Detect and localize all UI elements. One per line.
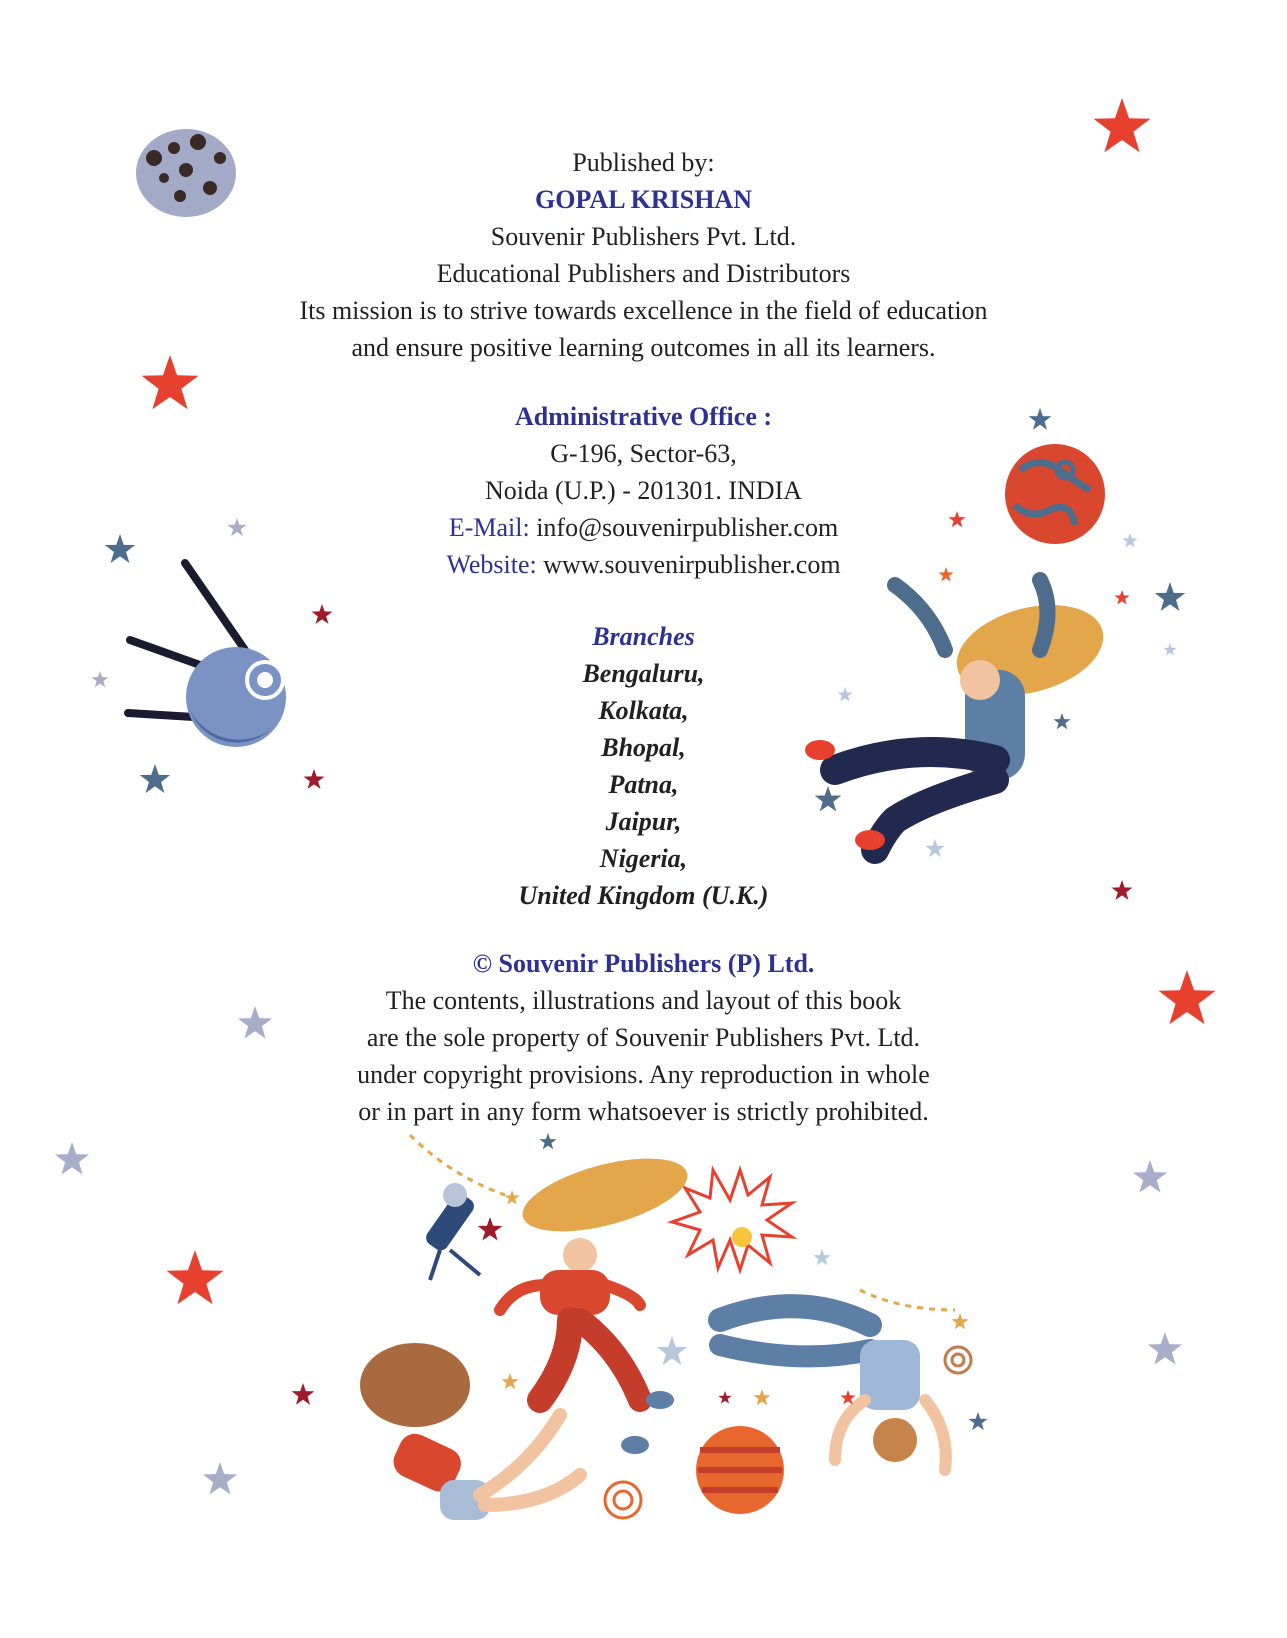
email-link[interactable]: info@souvenirpublisher.com <box>536 513 839 542</box>
mission-line-2: and ensure positive learning outcomes in all its learners. <box>351 333 936 362</box>
sun-icon <box>672 1170 792 1270</box>
publisher-block <box>0 144 1287 366</box>
website-label: Website: <box>446 550 537 579</box>
branch-item: Jaipur, <box>605 807 682 836</box>
branches-block <box>0 618 1287 914</box>
address-line-1: G-196, Sector-63, <box>550 439 737 468</box>
branch-item: Patna, <box>608 770 679 799</box>
branches-heading: Branches <box>592 622 695 651</box>
copyright-line-3: under copyright provisions. Any reproduction in whole <box>357 1060 930 1089</box>
publisher-name: GOPAL KRISHAN <box>535 185 752 214</box>
company-name: Souvenir Publishers Pvt. Ltd. <box>490 222 797 251</box>
branch-item: Bhopal, <box>601 733 686 762</box>
striped-planet-icon <box>696 1426 784 1514</box>
office-heading: Administrative Office : <box>514 402 773 431</box>
mission-line-1: Its mission is to strive towards excellence in the field of education <box>299 296 988 325</box>
branch-item: Bengaluru, <box>582 659 705 688</box>
floating-children-illustration <box>360 1135 971 1520</box>
website-link[interactable]: www.souvenirpublisher.com <box>543 550 841 579</box>
website-row <box>0 546 1287 583</box>
address-line-2: Noida (U.P.) - 201301. INDIA <box>484 476 802 505</box>
copyright-block <box>0 945 1287 1130</box>
telescope-icon <box>423 1183 480 1280</box>
published-by-label: Published by: <box>572 148 715 177</box>
branch-item: Kolkata, <box>598 696 689 725</box>
copyright-heading: © Souvenir Publishers (P) Ltd. <box>472 949 815 978</box>
copyright-line-1: The contents, illustrations and layout of this book <box>385 986 902 1015</box>
branch-item: Nigeria, <box>599 844 688 873</box>
email-row <box>0 509 1287 546</box>
copyright-line-2: are the sole property of Souvenir Publishers Pvt. Ltd. <box>366 1023 921 1052</box>
email-label: E-Mail: <box>448 513 530 542</box>
office-block <box>0 398 1287 583</box>
branch-item: United Kingdom (U.K.) <box>518 881 769 910</box>
company-tagline: Educational Publishers and Distributors <box>436 259 851 288</box>
copyright-line-4: or in part in any form whatsoever is strictly prohibited. <box>358 1097 929 1126</box>
